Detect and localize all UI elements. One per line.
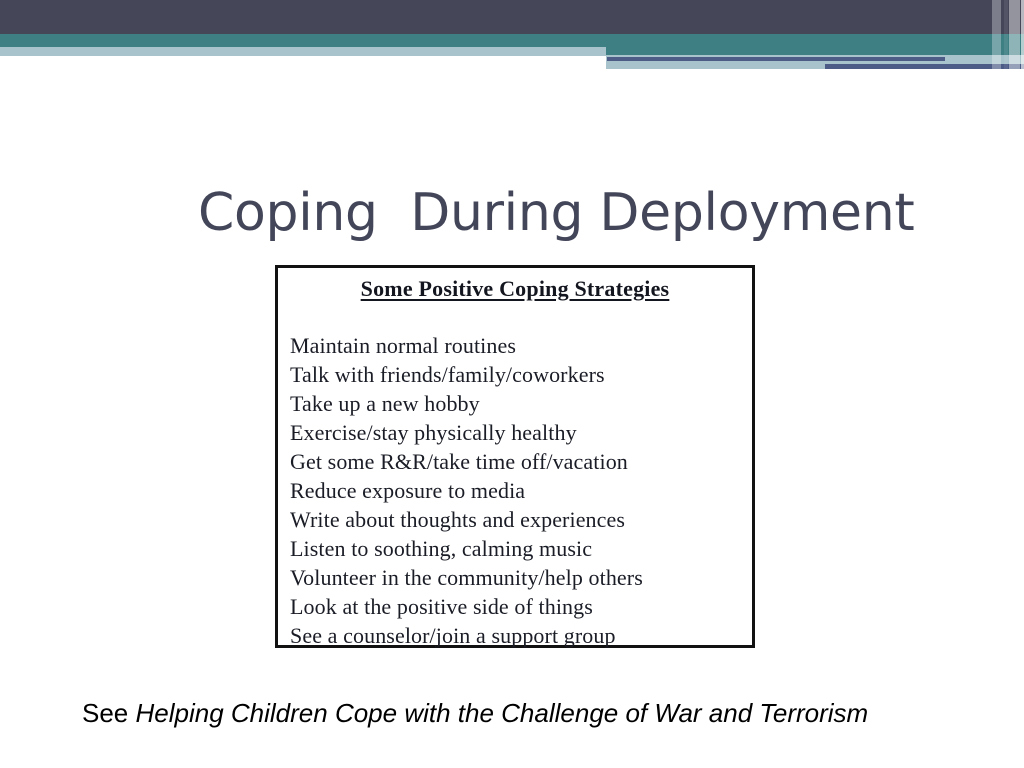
list-item: Volunteer in the community/help others xyxy=(290,565,643,590)
header-vertical-strip-1 xyxy=(992,0,1001,69)
source-caption xyxy=(82,698,982,729)
list-item: Maintain normal routines xyxy=(290,333,517,358)
header-pale-band-left xyxy=(0,47,606,56)
list-item: Reduce exposure to media xyxy=(290,478,526,503)
list-item: Talk with friends/family/coworkers xyxy=(290,362,605,387)
list-item: Listen to soothing, calming music xyxy=(290,536,593,561)
header-vertical-strip-3 xyxy=(1009,0,1020,69)
list-item: Exercise/stay physically healthy xyxy=(290,420,577,445)
list-item: Take up a new hobby xyxy=(290,391,480,416)
coping-strategies-list xyxy=(290,331,750,650)
list-item: Look at the positive side of things xyxy=(290,594,593,619)
list-item: Get some R&R/take time off/vacation xyxy=(290,449,628,474)
list-item: Write about thoughts and experiences xyxy=(290,507,626,532)
header-teal-band xyxy=(0,34,1024,47)
header-teal-band-right xyxy=(606,47,1024,55)
slide-title: Coping During Deployment xyxy=(198,182,915,243)
header-accent-rule-upper xyxy=(607,57,945,61)
list-item: See a counselor/join a support group xyxy=(290,623,616,648)
coping-strategies-box xyxy=(275,265,755,648)
header-vertical-strip-2 xyxy=(1004,0,1008,69)
source-caption-lead: See xyxy=(82,698,136,728)
coping-strategies-heading: Some Positive Coping Strategies xyxy=(360,276,670,301)
header-navy-band xyxy=(0,0,1024,34)
source-caption-work-title: Helping Children Cope with the Challenge of War and Terrorism xyxy=(135,698,869,728)
